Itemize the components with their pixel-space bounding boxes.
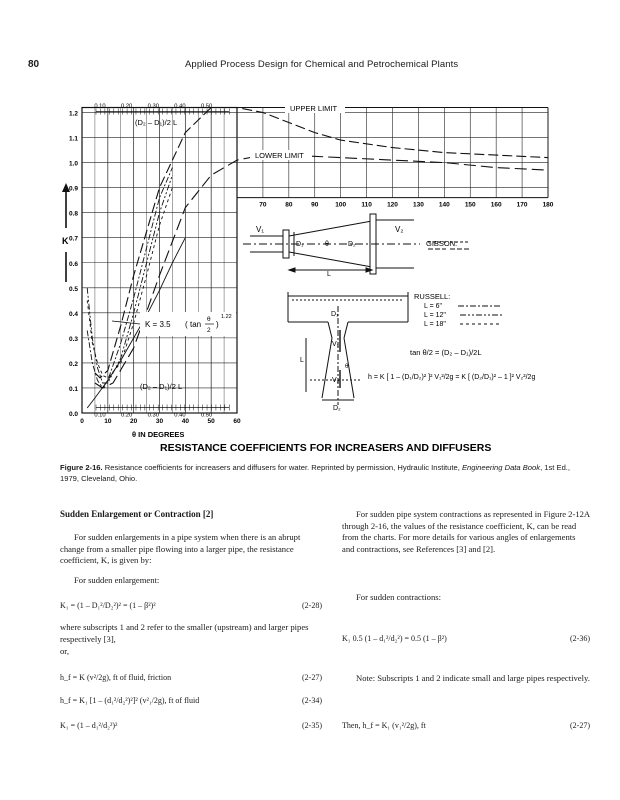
y-tick-label: 0.7 — [68, 235, 78, 243]
left-paragraph-3: where subscripts 1 and 2 refer to the smaller (upstream) and larger pipes respectively [3], — [60, 622, 309, 644]
y-tick-label: 1.1 — [68, 135, 78, 143]
y-tick-label: 0.0 — [68, 411, 78, 418]
y-tick-label: 1.2 — [68, 110, 78, 118]
scale-tick-label: 0.20 — [120, 412, 133, 419]
x-tick-label-mid: 150 — [464, 201, 476, 209]
k-formula-frac-bot: 2 — [207, 327, 211, 334]
x-tick-label-mid: 110 — [361, 201, 372, 209]
scale-tick-label: 0.40 — [174, 103, 186, 110]
length-label: L — [327, 271, 331, 278]
k-formula-label: K = 3.5 — [145, 320, 171, 329]
k-formula-tan: tan — [190, 320, 202, 329]
y-axis-label: K — [62, 236, 69, 246]
russell-v2-label: V₂ — [332, 377, 340, 384]
y-tick-label: 0.4 — [68, 310, 78, 318]
russell-theta-label: θ — [345, 364, 349, 370]
right-paragraph-3: Note: Subscripts 1 and 2 indicate small and large pipes respectively. — [356, 673, 590, 683]
x-axis-label: θ IN DEGREES — [132, 430, 185, 439]
equation-number-2-28: (2-28) — [302, 601, 322, 610]
caption-text: Resistance coefficients for increasers and diffusers for water. Reprinted by permission, Hydraulic Institute, — [102, 463, 462, 472]
y-tick-label: 0.9 — [68, 185, 78, 193]
x-tick-label: 50 — [207, 418, 215, 425]
y-tick-label: 0.6 — [68, 260, 78, 268]
russell-item-1: L = 6" — [424, 303, 442, 310]
x-tick-label: 40 — [181, 418, 189, 425]
bottom-scale-label: (D₂ – D₁)/2 L — [140, 382, 183, 391]
russell-v1-label: V₁ — [332, 341, 340, 348]
caption-label: Figure 2-16. — [60, 463, 103, 472]
caption-tail: , 1st Ed., 1979, Cleveland, Ohio. — [60, 463, 571, 483]
x-tick-label-mid: 140 — [438, 201, 450, 209]
equation-number-2-34: (2-34) — [302, 696, 322, 705]
theta-label: θ — [325, 241, 329, 248]
page-number: 80 — [28, 59, 40, 70]
chart-grid — [82, 108, 548, 413]
x-tick-label-mid: 100 — [335, 201, 347, 209]
equation-number-2-36: (2-36) — [570, 634, 590, 643]
right-paragraph-2: For sudden contractions: — [356, 592, 441, 602]
scale-tick-label: 0.20 — [120, 103, 133, 110]
chart-title: RESISTANCE COEFFICIENTS FOR INCREASERS AND DIFFUSERS — [160, 442, 492, 454]
y-tick-label: 1.0 — [68, 160, 78, 168]
russell-d2-label: D₂ — [333, 405, 341, 412]
x-tick-label-mid: 120 — [387, 201, 398, 209]
scale-tick-label: 0.30 — [147, 412, 159, 419]
right-paragraph-1: For sudden pipe system contractions as represented in Figure 2-12A through 2-16, the values of the resistance coefficient, K, can be read from the charts. For more details for various angles of enlargements and contractions, see References [3] and [2]. — [342, 509, 590, 554]
x-tick-label: 20 — [130, 418, 138, 425]
k-formula-paren-open: ( — [185, 320, 188, 329]
x-tick-label-mid: 160 — [490, 201, 502, 209]
y-tick-label: 0.1 — [68, 385, 78, 393]
v1-label: V₁ — [256, 225, 265, 234]
scale-tick-label: 0.30 — [147, 103, 159, 110]
x-tick-label-mid: 80 — [285, 201, 293, 209]
equation-2-27-right: Then, h_f = K₁ (v₁²/2g), ft — [342, 721, 426, 730]
diffuser-left — [322, 338, 332, 398]
x-tick-label: 10 — [104, 418, 112, 425]
equation-2-35: K₁ = (1 – d₁²/d₂²)² — [60, 721, 118, 730]
lower-limit-label: LOWER LIMIT — [255, 151, 304, 160]
x-tick-label-mid: 130 — [412, 201, 424, 209]
scale-tick-label: 0.40 — [174, 412, 186, 419]
k-formula-paren-close: ) — [216, 320, 219, 329]
neck-right — [344, 322, 348, 338]
loss-equation: h = K [ 1 – (D₁/D₂)² ]² V₁²/2g = K [ (D₂/D₁)² – 1 ]² V₂²/2g — [368, 374, 536, 381]
figure-caption — [60, 463, 590, 484]
equation-number-2-27-left: (2-27) — [302, 673, 322, 682]
x-tick-label-mid: 70 — [259, 201, 267, 209]
equation-number-2-35: (2-35) — [302, 721, 322, 730]
scale-tick-label: 0.50 — [200, 412, 213, 419]
y-tick-label: 0.2 — [68, 360, 78, 368]
x-tick-label-mid: 170 — [516, 201, 528, 209]
upper-limit-label: UPPER LIMIT — [290, 104, 338, 113]
neck-left — [328, 322, 332, 338]
length-arrow-left — [289, 268, 295, 272]
running-title: Applied Process Design for Chemical and Petrochemical Plants — [185, 59, 459, 70]
series-line-1 — [95, 108, 548, 378]
d1-label: D₁ — [296, 241, 304, 248]
y-tick-label: 0.3 — [68, 335, 78, 343]
scale-tick-label: 0.50 — [200, 103, 213, 110]
cone-top — [289, 221, 372, 236]
left-paragraph-2: For sudden enlargement: — [74, 575, 160, 585]
equation-2-36: K₁ 0.5 (1 – d₁²/d₂²) = 0.5 (1 – β²) — [342, 634, 447, 643]
scale-tick-label: 0.10 — [94, 103, 106, 110]
cone-bottom — [289, 252, 372, 267]
top-scale-label: (D₂ – D₁)/2 L — [135, 118, 178, 127]
scale-tick-label: 0.10 — [94, 412, 106, 419]
russell-d1-label: D₁ — [331, 311, 339, 318]
x-tick-label: 60 — [233, 418, 241, 425]
y-tick-label: 0.8 — [68, 210, 78, 218]
k-formula-exp: 1.22 — [221, 314, 232, 320]
section-heading: Sudden Enlargement or Contraction [2] — [60, 509, 214, 519]
x-tick-label: 30 — [155, 418, 164, 425]
equation-2-28: K₁ = (1 – D₁²/D₂²)² = (1 – β²)² — [60, 601, 156, 610]
russell-tank-diagram — [288, 292, 408, 405]
equation-2-34: h_f = K₁ [1 – (d₁²/d₂²)²]² (v²₁/2g), ft of fluid — [60, 696, 200, 705]
x-tick-label: 0 — [80, 418, 84, 425]
x-tick-label-mid: 180 — [542, 201, 554, 209]
left-paragraph-4: or, — [60, 646, 69, 656]
x-tick-label-mid: 90 — [311, 201, 319, 209]
v2-label: V₂ — [395, 225, 404, 234]
gibson-label: GIBSON: — [426, 239, 458, 248]
equation-number-2-27-right: (2-27) — [570, 721, 590, 730]
caption-italic: Engineering Data Book — [461, 463, 541, 472]
russell-item-3: L = 18" — [424, 321, 446, 328]
russell-l-label: L — [300, 357, 304, 364]
y-tick-label: 0.5 — [68, 285, 78, 293]
equation-2-27-left: h_f = K (v²/2g), ft of fluid, friction — [60, 673, 172, 682]
tan-relation: tan θ/2 = (D₂ – D₁)/2L — [410, 348, 482, 357]
left-paragraph-1: For sudden enlargements in a pipe system when there is an abrupt change from a smaller pipe flowing into a larger pipe, the resistance coefficient, K, is given by: — [60, 532, 301, 566]
russell-label: RUSSELL: — [414, 292, 451, 301]
d2-label: D₂ — [348, 241, 356, 248]
k-formula-frac-top: θ — [207, 316, 211, 323]
russell-item-2: L = 12" — [424, 312, 446, 319]
